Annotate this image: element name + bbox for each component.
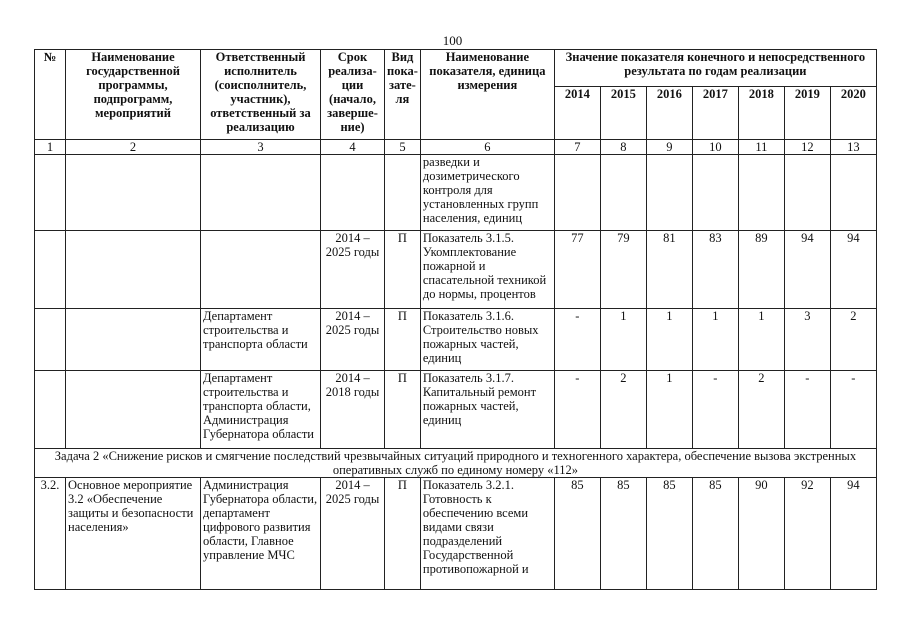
cell-value: - [554,371,600,449]
cell-indicator: Показатель 3.1.5. Укомплектование пожарной и спасательной техникой до нормы, процентов [420,231,554,309]
column-number: 6 [420,140,554,155]
cell-period [321,155,385,231]
cell-num [35,309,66,371]
header-period: Срок реализа-ции (начало, заверше-ние) [321,50,385,140]
table-row [35,231,877,309]
cell-value [830,155,876,231]
header-year: 2019 [784,87,830,140]
cell-value: 2 [830,309,876,371]
cell-value: 92 [784,478,830,590]
cell-value: 83 [692,231,738,309]
table-row [35,478,877,590]
cell-type: П [385,371,421,449]
cell-name [66,371,201,449]
header-type: Вид пока-зате-ля [385,50,421,140]
cell-value: 90 [738,478,784,590]
header-row [35,50,877,87]
cell-indicator: Показатель 3.2.1. Готовность к обеспечению всеми видами связи подразделений Государственной противопожарной и [420,478,554,590]
task-row [35,449,877,478]
table-row [35,309,877,371]
cell-executor [201,155,321,231]
cell-value: 3 [784,309,830,371]
cell-value: - [554,309,600,371]
header-indicator: Наименование показателя, единица измерения [420,50,554,140]
column-number: 12 [784,140,830,155]
header-year: 2018 [738,87,784,140]
cell-value [784,155,830,231]
header-year: 2016 [646,87,692,140]
cell-value: 89 [738,231,784,309]
column-number: 9 [646,140,692,155]
header-year: 2014 [554,87,600,140]
cell-name [66,309,201,371]
table-row [35,155,877,231]
column-number: 13 [830,140,876,155]
column-number: 2 [66,140,201,155]
column-number: 4 [321,140,385,155]
cell-value: 94 [784,231,830,309]
cell-value: - [830,371,876,449]
cell-value: - [784,371,830,449]
cell-executor [201,231,321,309]
cell-value: 2 [738,371,784,449]
cell-value [554,155,600,231]
cell-num [35,155,66,231]
header-num: № [35,50,66,140]
cell-value [738,155,784,231]
cell-num: 3.2. [35,478,66,590]
cell-indicator: Показатель 3.1.7. Капитальный ремонт пожарных частей, единиц [420,371,554,449]
cell-value: 1 [646,371,692,449]
cell-value: 1 [646,309,692,371]
column-number: 11 [738,140,784,155]
cell-value [646,155,692,231]
header-year: 2020 [830,87,876,140]
cell-value: 94 [830,478,876,590]
cell-period: 2014 – 2025 годы [321,309,385,371]
program-table [34,49,877,590]
cell-num [35,231,66,309]
column-number: 8 [600,140,646,155]
cell-name [66,231,201,309]
cell-executor: Департамент строительства и транспорта области, Администрация Губернатора области [201,371,321,449]
cell-value [600,155,646,231]
header-executor: Ответственный исполнитель (соисполнитель, участник), ответственный за реализацию [201,50,321,140]
cell-value [692,155,738,231]
cell-value: 1 [600,309,646,371]
cell-indicator: Показатель 3.1.6. Строительство новых пожарных частей, единиц [420,309,554,371]
task-title: Задача 2 «Снижение рисков и смягчение последствий чрезвычайных ситуаций природного и техногенного характера, обеспечение вызова экстренных оперативных служб по единому номеру «112» [35,449,877,478]
column-number: 3 [201,140,321,155]
column-number: 5 [385,140,421,155]
cell-value: 85 [692,478,738,590]
cell-executor: Администрация Губернатора области, департамент цифрового развития области, Главное управление МЧС [201,478,321,590]
cell-value: 85 [600,478,646,590]
cell-value: 85 [646,478,692,590]
page-number: 100 [442,33,463,48]
cell-value: 79 [600,231,646,309]
cell-name [66,155,201,231]
cell-period: 2014 – 2018 годы [321,371,385,449]
cell-executor: Департамент строительства и транспорта области [201,309,321,371]
cell-value: 77 [554,231,600,309]
column-number-row [35,140,877,155]
cell-type: П [385,478,421,590]
cell-value: 81 [646,231,692,309]
cell-name: Основное мероприятие 3.2 «Обеспечение защиты и безопасности населения» [66,478,201,590]
header-values-group: Значение показателя конечного и непосредственного результата по годам реализации [554,50,876,87]
cell-value: 85 [554,478,600,590]
cell-num [35,371,66,449]
header-name: Наименование государственной программы, подпрограмм, мероприятий [66,50,201,140]
cell-type: П [385,309,421,371]
column-number: 1 [35,140,66,155]
cell-value: 1 [692,309,738,371]
cell-type [385,155,421,231]
cell-period: 2014 – 2025 годы [321,231,385,309]
header-year: 2017 [692,87,738,140]
table-row [35,371,877,449]
header-year: 2015 [600,87,646,140]
cell-type: П [385,231,421,309]
cell-value: 2 [600,371,646,449]
column-number: 7 [554,140,600,155]
cell-value: - [692,371,738,449]
cell-value: 1 [738,309,784,371]
column-number: 10 [692,140,738,155]
cell-indicator: разведки и дозиметрического контроля для установленных групп населения, единиц [420,155,554,231]
cell-period: 2014 – 2025 годы [321,478,385,590]
cell-value: 94 [830,231,876,309]
